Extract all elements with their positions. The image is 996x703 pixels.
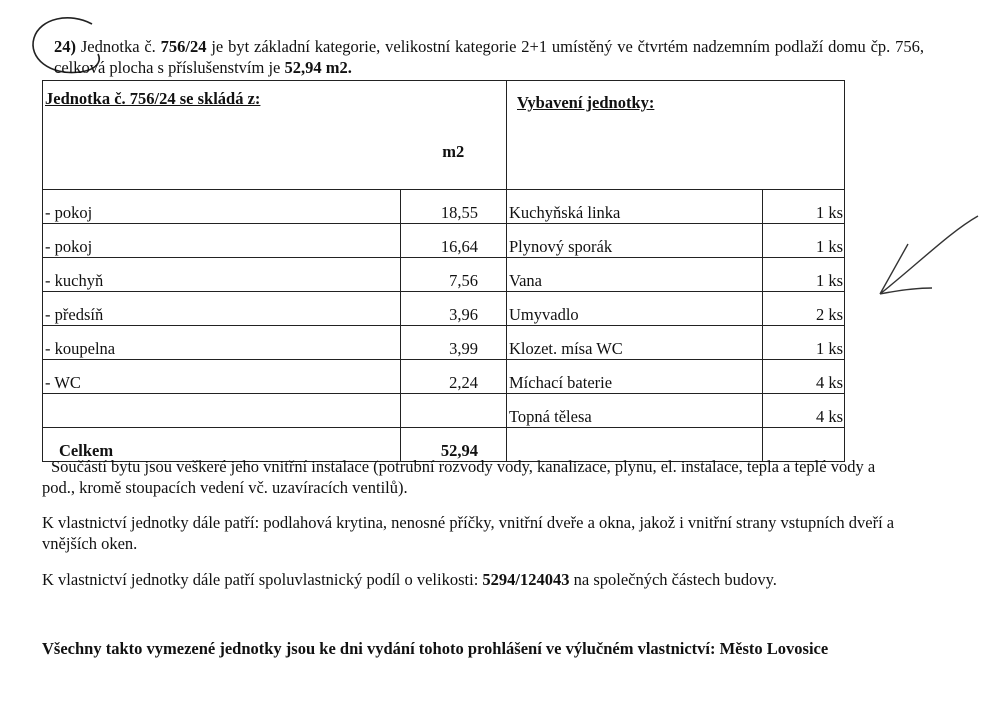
room-area: 2,24 (401, 360, 507, 394)
equipment-item: Topná tělesa (507, 394, 763, 428)
equipment-count: 2 ks (763, 292, 845, 326)
table-row (43, 326, 845, 360)
room-area: 3,99 (401, 326, 507, 360)
equipment-count: 4 ks (763, 394, 845, 428)
total-value: 52,94 (401, 428, 507, 462)
total-area: 52,94 m2. (284, 58, 352, 77)
room-name: - WC (43, 360, 401, 394)
room-name: - pokoj (43, 224, 401, 258)
intro-text-b: je byt základní kategorie, velikostní kategorie 2+1 umístěný ve čtvrtém nadzemním podlaží domu čp. 756, celková plocha s příslušenstvím je (54, 37, 925, 77)
room-area: 16,64 (401, 224, 507, 258)
table-row (43, 224, 845, 258)
room-name: - předsíň (43, 292, 401, 326)
paragraph-ownership: K vlastnictví jednotky dále patří: podlahová krytina, nenosné příčky, vnitřní dveře a okna, jakož i vnitřní strany vstupních dveří a vnějších oken. (42, 513, 895, 553)
equipment-header: Vybavení jednotky: (507, 81, 845, 190)
table-row (43, 190, 845, 224)
share-text-b: na společných částech budovy. (569, 570, 777, 589)
room-area (401, 394, 507, 428)
paragraph-installations: Součástí bytu jsou veškeré jeho vnitřní instalace (potrubní rozvody vody, kanalizace, plynu, el. instalace, tepla a teplé vody a pod., kromě stoupacích vedení vč. uzavíracích ventilů). (42, 457, 876, 497)
equipment-count: 1 ks (763, 224, 845, 258)
room-area: 7,56 (401, 258, 507, 292)
table-row (43, 292, 845, 326)
room-name: - kuchyň (43, 258, 401, 292)
equipment-count: 4 ks (763, 360, 845, 394)
table-row (43, 258, 845, 292)
equipment-item: Kuchyňská linka (507, 190, 763, 224)
room-area: 3,96 (401, 292, 507, 326)
rooms-header: Jednotka č. 756/24 se skládá z: (43, 81, 401, 190)
paragraph-owner: Všechny takto vymezené jednotky jsou ke dni vydání tohoto prohlášení ve výlučném vlastnictví: Město Lovosice (42, 639, 829, 658)
share-text-a: K vlastnictví jednotky dále patří spoluvlastnický podíl o velikosti: (42, 570, 483, 589)
equipment-item: Míchací baterie (507, 360, 763, 394)
room-name: - pokoj (43, 190, 401, 224)
unit-id: 756/24 (160, 37, 207, 56)
equipment-item: Umyvadlo (507, 292, 763, 326)
unit-intro (54, 36, 924, 78)
equipment-item: Vana (507, 258, 763, 292)
equipment-count: 1 ks (763, 190, 845, 224)
table-row (43, 360, 845, 394)
room-name: - koupelna (43, 326, 401, 360)
room-name (43, 394, 401, 428)
equipment-item: Plynový sporák (507, 224, 763, 258)
equipment-count: 1 ks (763, 258, 845, 292)
equipment-item: Klozet. mísa WC (507, 326, 763, 360)
total-label: Celkem (43, 428, 401, 462)
intro-text-a: Jednotka č. (80, 37, 161, 56)
unit-number: 24) (54, 37, 76, 56)
equipment-count: 1 ks (763, 326, 845, 360)
paragraph-share (42, 569, 912, 590)
handwritten-arrow-icon (880, 216, 978, 294)
unit-table (42, 80, 845, 462)
share-value: 5294/124043 (482, 570, 570, 589)
table-row (43, 394, 845, 428)
room-area: 18,55 (401, 190, 507, 224)
table-header-row (43, 81, 845, 190)
area-unit-header: m2 (401, 81, 507, 190)
